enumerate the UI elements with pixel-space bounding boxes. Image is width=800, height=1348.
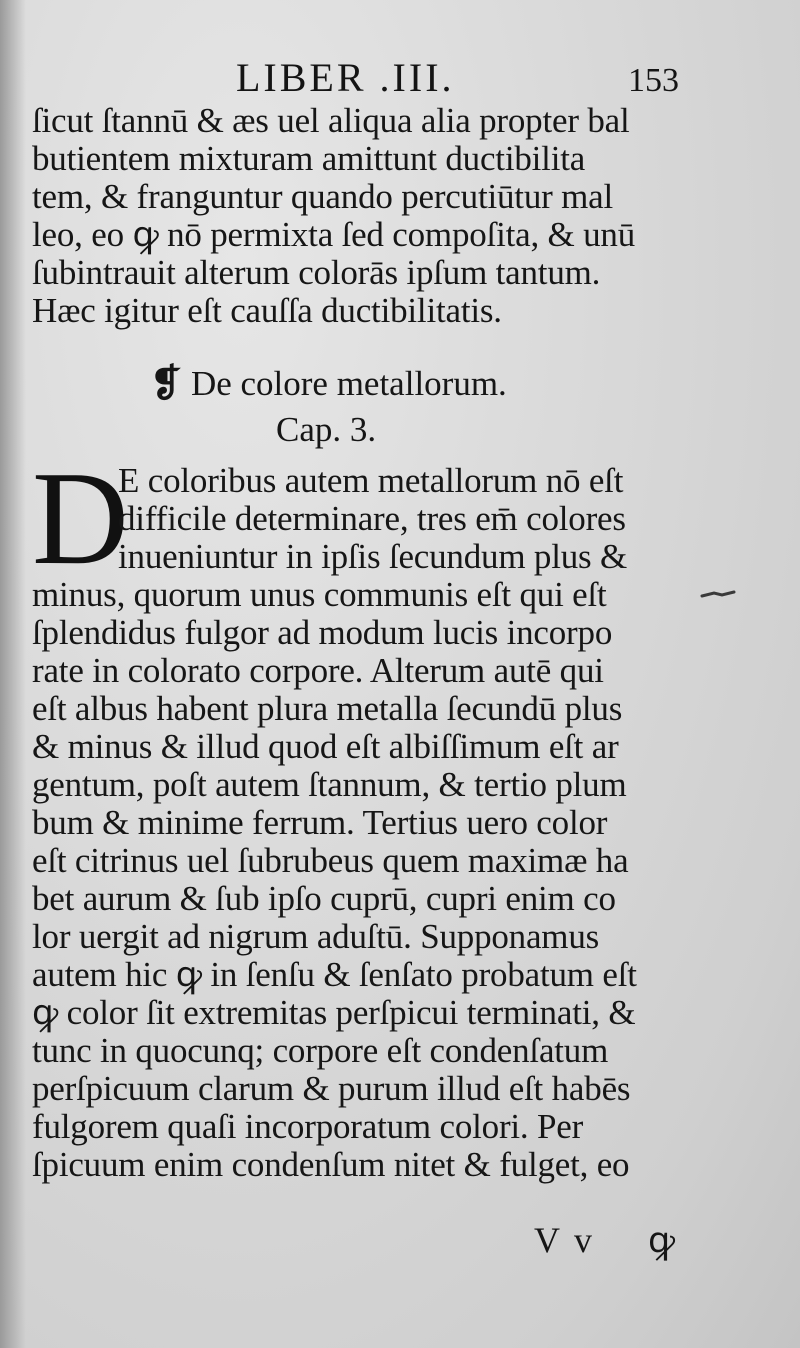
text-line: butientem mixturam amittunt ductibilita <box>32 139 586 178</box>
running-head <box>0 55 800 100</box>
text-line: bum & minime ferrum. Tertius uero color <box>32 803 608 842</box>
text-line: leo, eo ꝙ nō permixta ſed compoſita, & unū <box>32 215 636 254</box>
text-line: ſplendidus fulgor ad modum lucis incorpo <box>32 613 613 652</box>
chapter-title: De colore metallorum. <box>190 364 507 403</box>
drop-cap: D <box>32 444 129 592</box>
text-line: tem, & franguntur quando percutiūtur mal <box>32 177 614 216</box>
text-line: ſpicuum enim condenſum nitet & fulget, eo <box>32 1145 630 1184</box>
top-text-block <box>32 102 684 330</box>
gutter-shadow <box>0 0 26 1348</box>
text-line: E coloribus autem metallorum nō eſt <box>118 461 624 500</box>
chapter-number: Cap. 3. <box>276 410 377 449</box>
page-number: 153 <box>628 62 679 99</box>
text-line: gentum, poſt autem ſtannum, & tertio plum <box>32 765 627 804</box>
chapter-title-row <box>150 364 507 406</box>
text-line: ſicut ſtannū & æs uel aliqua alia propter bal <box>32 101 630 140</box>
text-line: Hæc igitur eſt cauſſa ductibilitatis. <box>32 291 502 330</box>
ink-mark-icon <box>700 588 740 602</box>
text-line: difficile determinare, tres em̄ colores <box>118 499 626 538</box>
text-line: lor uergit ad nigrum aduſtū. Supponamus <box>32 917 600 956</box>
text-line: perſpicuum clarum & purum illud eſt habēs <box>32 1069 631 1108</box>
text-line: autem hic ꝙ in ſenſu & ſenſato probatum eſt <box>32 955 637 994</box>
paragraph-mark-icon: ❡ <box>150 363 182 405</box>
text-line: minus, quorum unus communis eſt qui eſt <box>32 575 607 614</box>
catchword: ꝙ <box>648 1220 676 1260</box>
text-line: ſubintrauit alterum colorās ipſum tantum. <box>32 253 601 292</box>
running-head-title: LIBER .III. <box>236 55 455 100</box>
text-line: fulgorem quaſi incorporatum colori. Per <box>32 1107 584 1146</box>
text-line: & minus & illud quod eſt albiſſimum eſt ar <box>32 727 619 766</box>
text-line: bet aurum & ſub ipſo cuprū, cupri enim co <box>32 879 616 918</box>
text-line: inueniuntur in ipſis ſecundum plus & <box>118 537 628 576</box>
text-line: rate in colorato corpore. Alterum autē qui <box>32 651 604 690</box>
text-line: tunc in quocunq; corpore eſt condenſatum <box>32 1031 609 1070</box>
text-line: eſt albus habent plura metalla ſecundū plus <box>32 689 623 728</box>
text-line: ꝙ color ſit extremitas perſpicui terminati, & <box>32 993 636 1032</box>
catchwords <box>534 1218 714 1268</box>
signature-mark: Vv <box>534 1220 606 1260</box>
text-line: eſt citrinus uel ſubrubeus quem maximæ ha <box>32 841 629 880</box>
